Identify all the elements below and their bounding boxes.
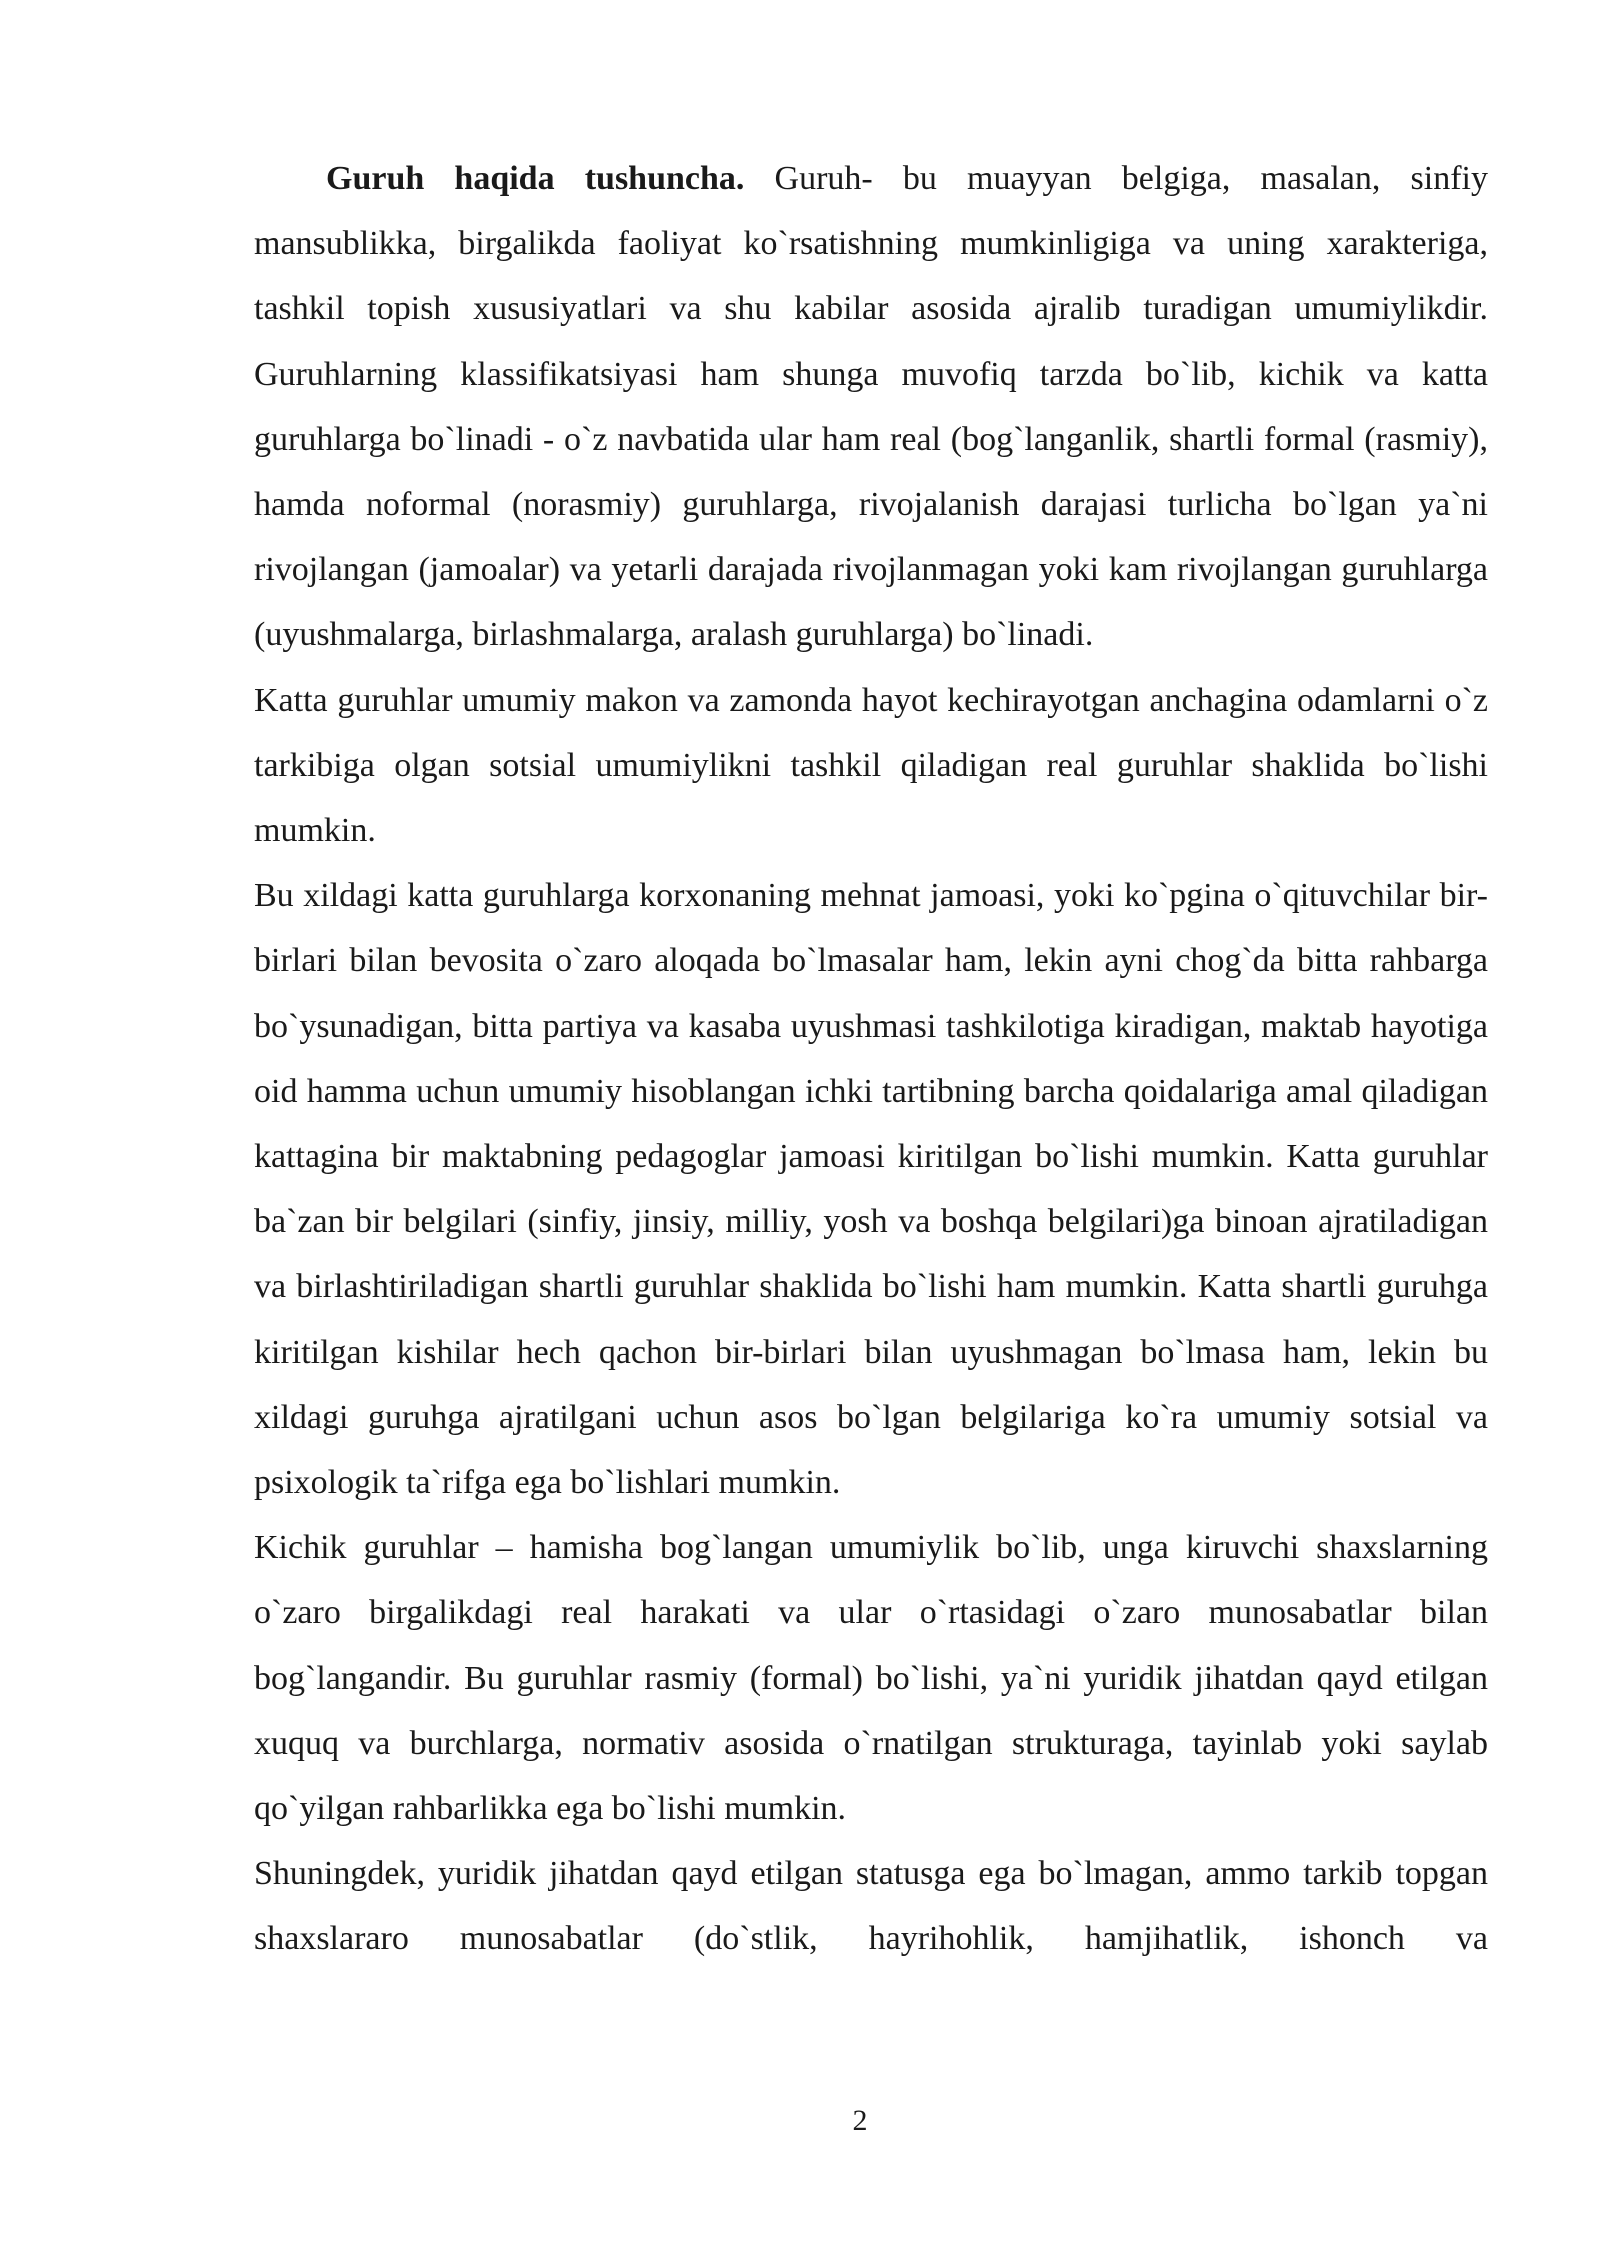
paragraph-large-groups: Katta guruhlar umumiy makon va zamonda hayot kechirayotgan anchagina odamlarni o`z tarkibiga olgan sotsial umumiylikni tashkil qiladigan real guruhlar shaklida bo`lishi mumkin. [254, 681, 1488, 850]
paragraph-small-groups: Kichik guruhlar – hamisha bog`langan umumiylik bo`lib, unga kiruvchi shaxslarning o`zaro birgalikdagi real harakati va ular o`rtasidagi o`zaro munosabatlar bilan bog`langandir. Bu guruhlar rasmiy (formal) bo`lishi, ya`ni yuridik jihatdan qayd etilgan xuquq va burchlarga, normativ asosida o`rnatilgan strukturaga, tayinlab yoki saylab qo`yilgan rahbarlikka ega bo`lishi mumkin. [254, 1529, 1488, 1828]
paragraph-intro [254, 146, 1488, 668]
paragraph-text: Guruh- bu muayyan belgiga, masalan, sinfiy mansublikka, birgalikda faoliyat ko`rsatishning mumkinligiga va uning xarakteriga, tashkil topish xususiyatlari va shu kabilar asosida ajralib turadigan umumiylikdir. Guruhlarning klassifikatsiyasi ham shunga muvofiq tarzda bo`lib, kichik va katta guruhlarga bo`linadi - o`z navbatida ular ham real (bog`langanlik, shartli formal (rasmiy), hamda noformal (norasmiy) guruhlarga, rivojalanish darajasi turlicha bo`lgan ya`ni rivojlangan (jamoalar) va yetarli darajada rivojlanmagan yoki kam rivojlangan guruhlarga (uyushmalarga, birlashmalarga, aralash guruhlarga) bo`linadi. [254, 160, 1488, 654]
paragraph-large-groups-examples: Bu xildagi katta guruhlarga korxonaning mehnat jamoasi, yoki ko`pgina o`qituvchilar bir-birlari bilan bevosita o`zaro aloqada bo`lmasalar ham, lekin ayni chog`da bitta rahbarga bo`ysunadigan, bitta partiya va kasaba uyushmasi tashkilotiga kiradigan, maktab hayotiga oid hamma uchun umumiy hisoblangan ichki tartibning barcha qoidalariga amal qiladigan kattagina bir maktabning pedagoglar jamoasi kiritilgan bo`lishi mumkin. Katta guruhlar ba`zan bir belgilari (sinfiy, jinsiy, milliy, yosh va boshqa belgilari)ga binoan ajratiladigan va birlashtiriladigan shartli guruhlar shaklida bo`lishi ham mumkin. Katta shartli guruhga kiritilgan kishilar hech qachon bir-birlari bilan uyushmagan bo`lmasa ham, lekin bu xildagi guruhga ajratilgani uchun asos bo`lgan belgilariga ko`ra umumiy sotsial va psixologik ta`rifga ega bo`lishlari mumkin. [254, 877, 1488, 1502]
page-number: 2 [852, 2104, 868, 2137]
paragraph-informal-groups: Shuningdek, yuridik jihatdan qayd etilgan statusga ega bo`lmagan, ammo tarkib topgan shaxslararo munosabatlar (do`stlik, hayrihohlik, hamjihatlik, ishonch va [254, 1855, 1488, 1958]
document-body [254, 146, 1488, 1972]
section-heading: Guruh haqida tushuncha. [326, 160, 745, 197]
